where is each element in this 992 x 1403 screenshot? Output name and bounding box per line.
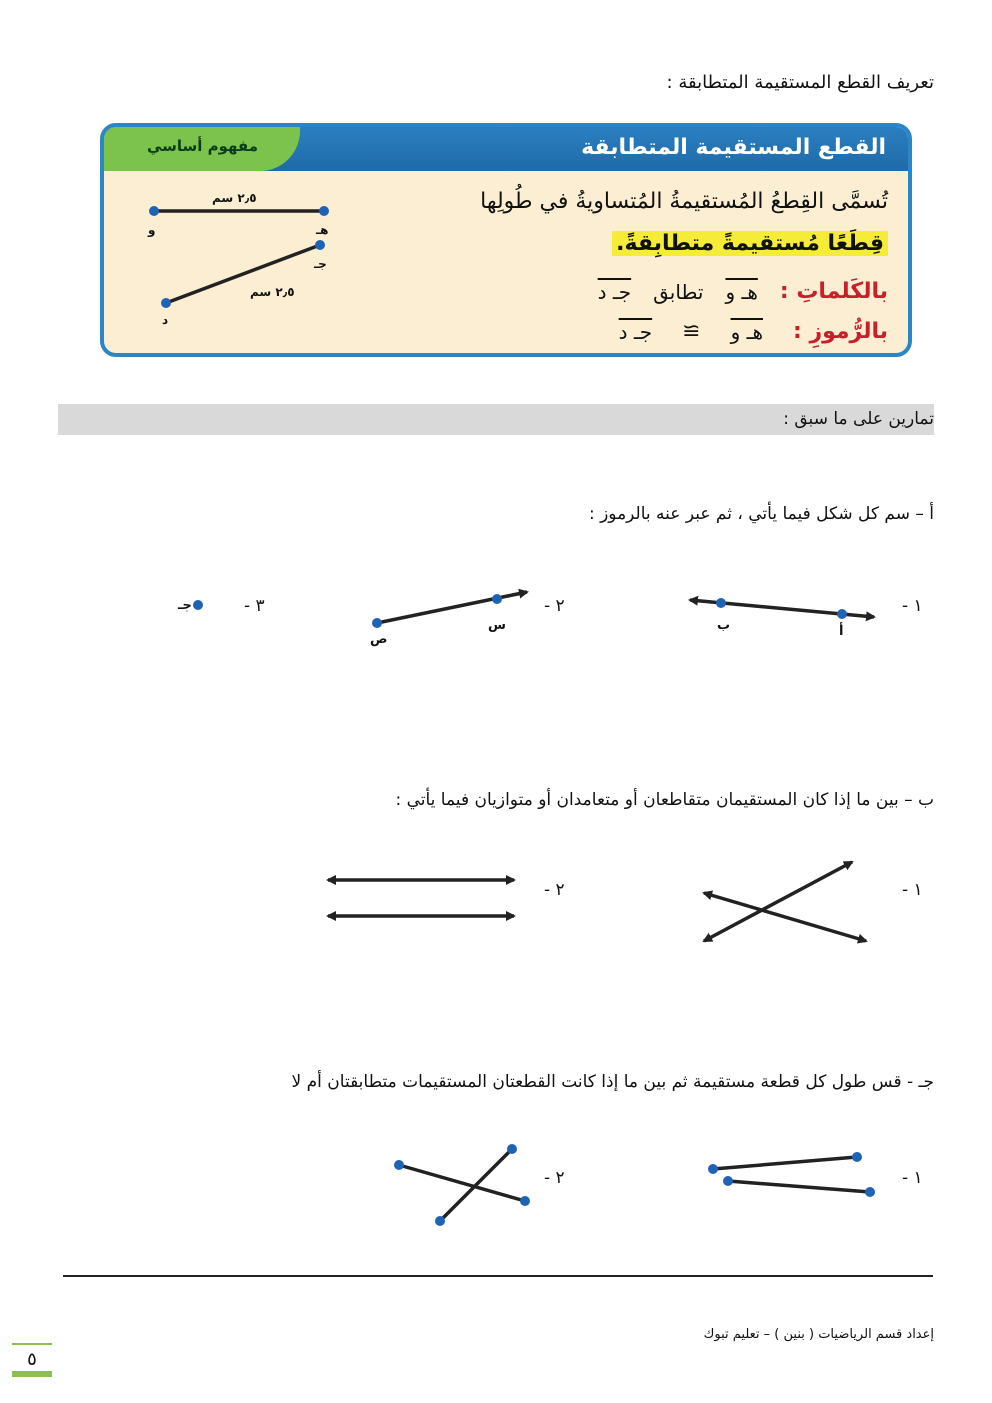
segment-c1-bottom <box>728 1181 870 1192</box>
point-a <box>837 609 847 619</box>
label-seen: س <box>488 618 506 633</box>
part-c-number-1: ١ - <box>902 1168 923 1188</box>
point-c1-d <box>865 1187 875 1197</box>
point-j <box>315 240 325 250</box>
part-c-instruction: جـ - قس طول كل قطعة مستقيمة ثم بين ما إذا كانت القطعتان المستقيمات متطابقتان أم لا <box>291 1072 934 1092</box>
point-sad <box>372 618 382 628</box>
definition-line-1: تُسمَّى القِطعُ المُستقيمةُ المُتساويةُ في طُولِها <box>480 189 888 214</box>
concept-tag-label: مفهوم أساسي <box>146 137 258 155</box>
segment-c1-top <box>713 1157 857 1169</box>
point-d <box>161 298 171 308</box>
symbols-label: بالرُّموزِ : <box>792 319 888 344</box>
part-a-instruction: أ – سم كل شكل فيما يأتي ، ثم عبر عنه بالرموز : <box>588 504 934 524</box>
page-heading: تعريف القطع المستقيمة المتطابقة : <box>666 72 934 93</box>
point-hr <box>319 206 329 216</box>
words-row <box>598 279 888 304</box>
part-c-figures <box>0 1130 992 1240</box>
footer-credit: إعداد قسم الرياضيات ( بنين ) – تعليم تبوك <box>703 1327 934 1342</box>
length-bottom: ٢٫٥ سم <box>250 285 295 299</box>
part-b-number-1: ١ - <box>902 880 923 900</box>
length-top: ٢٫٥ سم <box>212 191 257 205</box>
point-c2-d <box>507 1144 517 1154</box>
label-j: جـ <box>178 598 192 613</box>
label-a: أ <box>839 624 844 639</box>
definition-highlight: قِطَعًا مُستقيمةً متطابِقةً. <box>612 231 888 256</box>
label-d: د <box>162 313 169 327</box>
segment-c2-a <box>399 1165 525 1201</box>
label-j: جـ <box>314 257 327 271</box>
page-number-top-rule <box>12 1343 52 1345</box>
label-hr: هـ <box>316 223 329 237</box>
part-a-number-1: ١ - <box>902 596 923 616</box>
point-c2-a <box>394 1160 404 1170</box>
words-label: بالكَلماتِ : <box>779 279 888 304</box>
symbols-row <box>619 319 888 344</box>
segment-c2-b <box>440 1149 512 1221</box>
words-relation: تطابق <box>653 279 704 304</box>
page-number-box <box>12 1343 52 1377</box>
concept-header <box>104 127 908 171</box>
concept-box <box>100 123 912 357</box>
part-a-number-3: ٣ - <box>244 596 265 616</box>
point-c1-b <box>852 1152 862 1162</box>
part-a-number-2: ٢ - <box>544 596 565 616</box>
words-seg1: هـ و <box>725 279 758 304</box>
label-b: ب <box>717 618 731 633</box>
label-sad: ص <box>370 632 388 647</box>
concept-tag <box>104 127 300 171</box>
point-seen <box>492 594 502 604</box>
symbols-seg2: جـ د <box>618 319 653 344</box>
footer-rule <box>63 1275 933 1277</box>
congruent-symbol: ≅ <box>682 319 701 344</box>
label-w: و <box>148 223 156 237</box>
part-a-figures <box>0 570 992 660</box>
page-number-bottom-rule <box>12 1371 52 1377</box>
part-b-figures <box>0 850 992 960</box>
intersecting-line-2 <box>704 893 866 941</box>
point-c2-b <box>520 1196 530 1206</box>
point-j <box>193 600 203 610</box>
exercises-title: تمارين على ما سبق : <box>783 409 934 429</box>
words-seg2: جـ د <box>597 279 632 304</box>
exercises-bar <box>58 404 934 435</box>
point-w <box>149 206 159 216</box>
part-c-number-2: ٢ - <box>544 1168 565 1188</box>
concept-title: القطع المستقيمة المتطابقة <box>581 135 886 160</box>
symbols-seg1: هـ و <box>730 319 763 344</box>
page-number: ٥ <box>27 1349 37 1370</box>
segment-jd <box>166 245 320 303</box>
point-c1-a <box>708 1164 718 1174</box>
concept-figure <box>134 187 374 337</box>
point-c1-c <box>723 1176 733 1186</box>
point-b <box>716 598 726 608</box>
part-b-instruction: ب – بين ما إذا كان المستقيمان متقاطعان أو متعامدان أو متوازيان فيما يأتي : <box>395 790 934 810</box>
part-b-number-2: ٢ - <box>544 880 565 900</box>
point-c2-c <box>435 1216 445 1226</box>
definition-line-2 <box>612 231 888 256</box>
